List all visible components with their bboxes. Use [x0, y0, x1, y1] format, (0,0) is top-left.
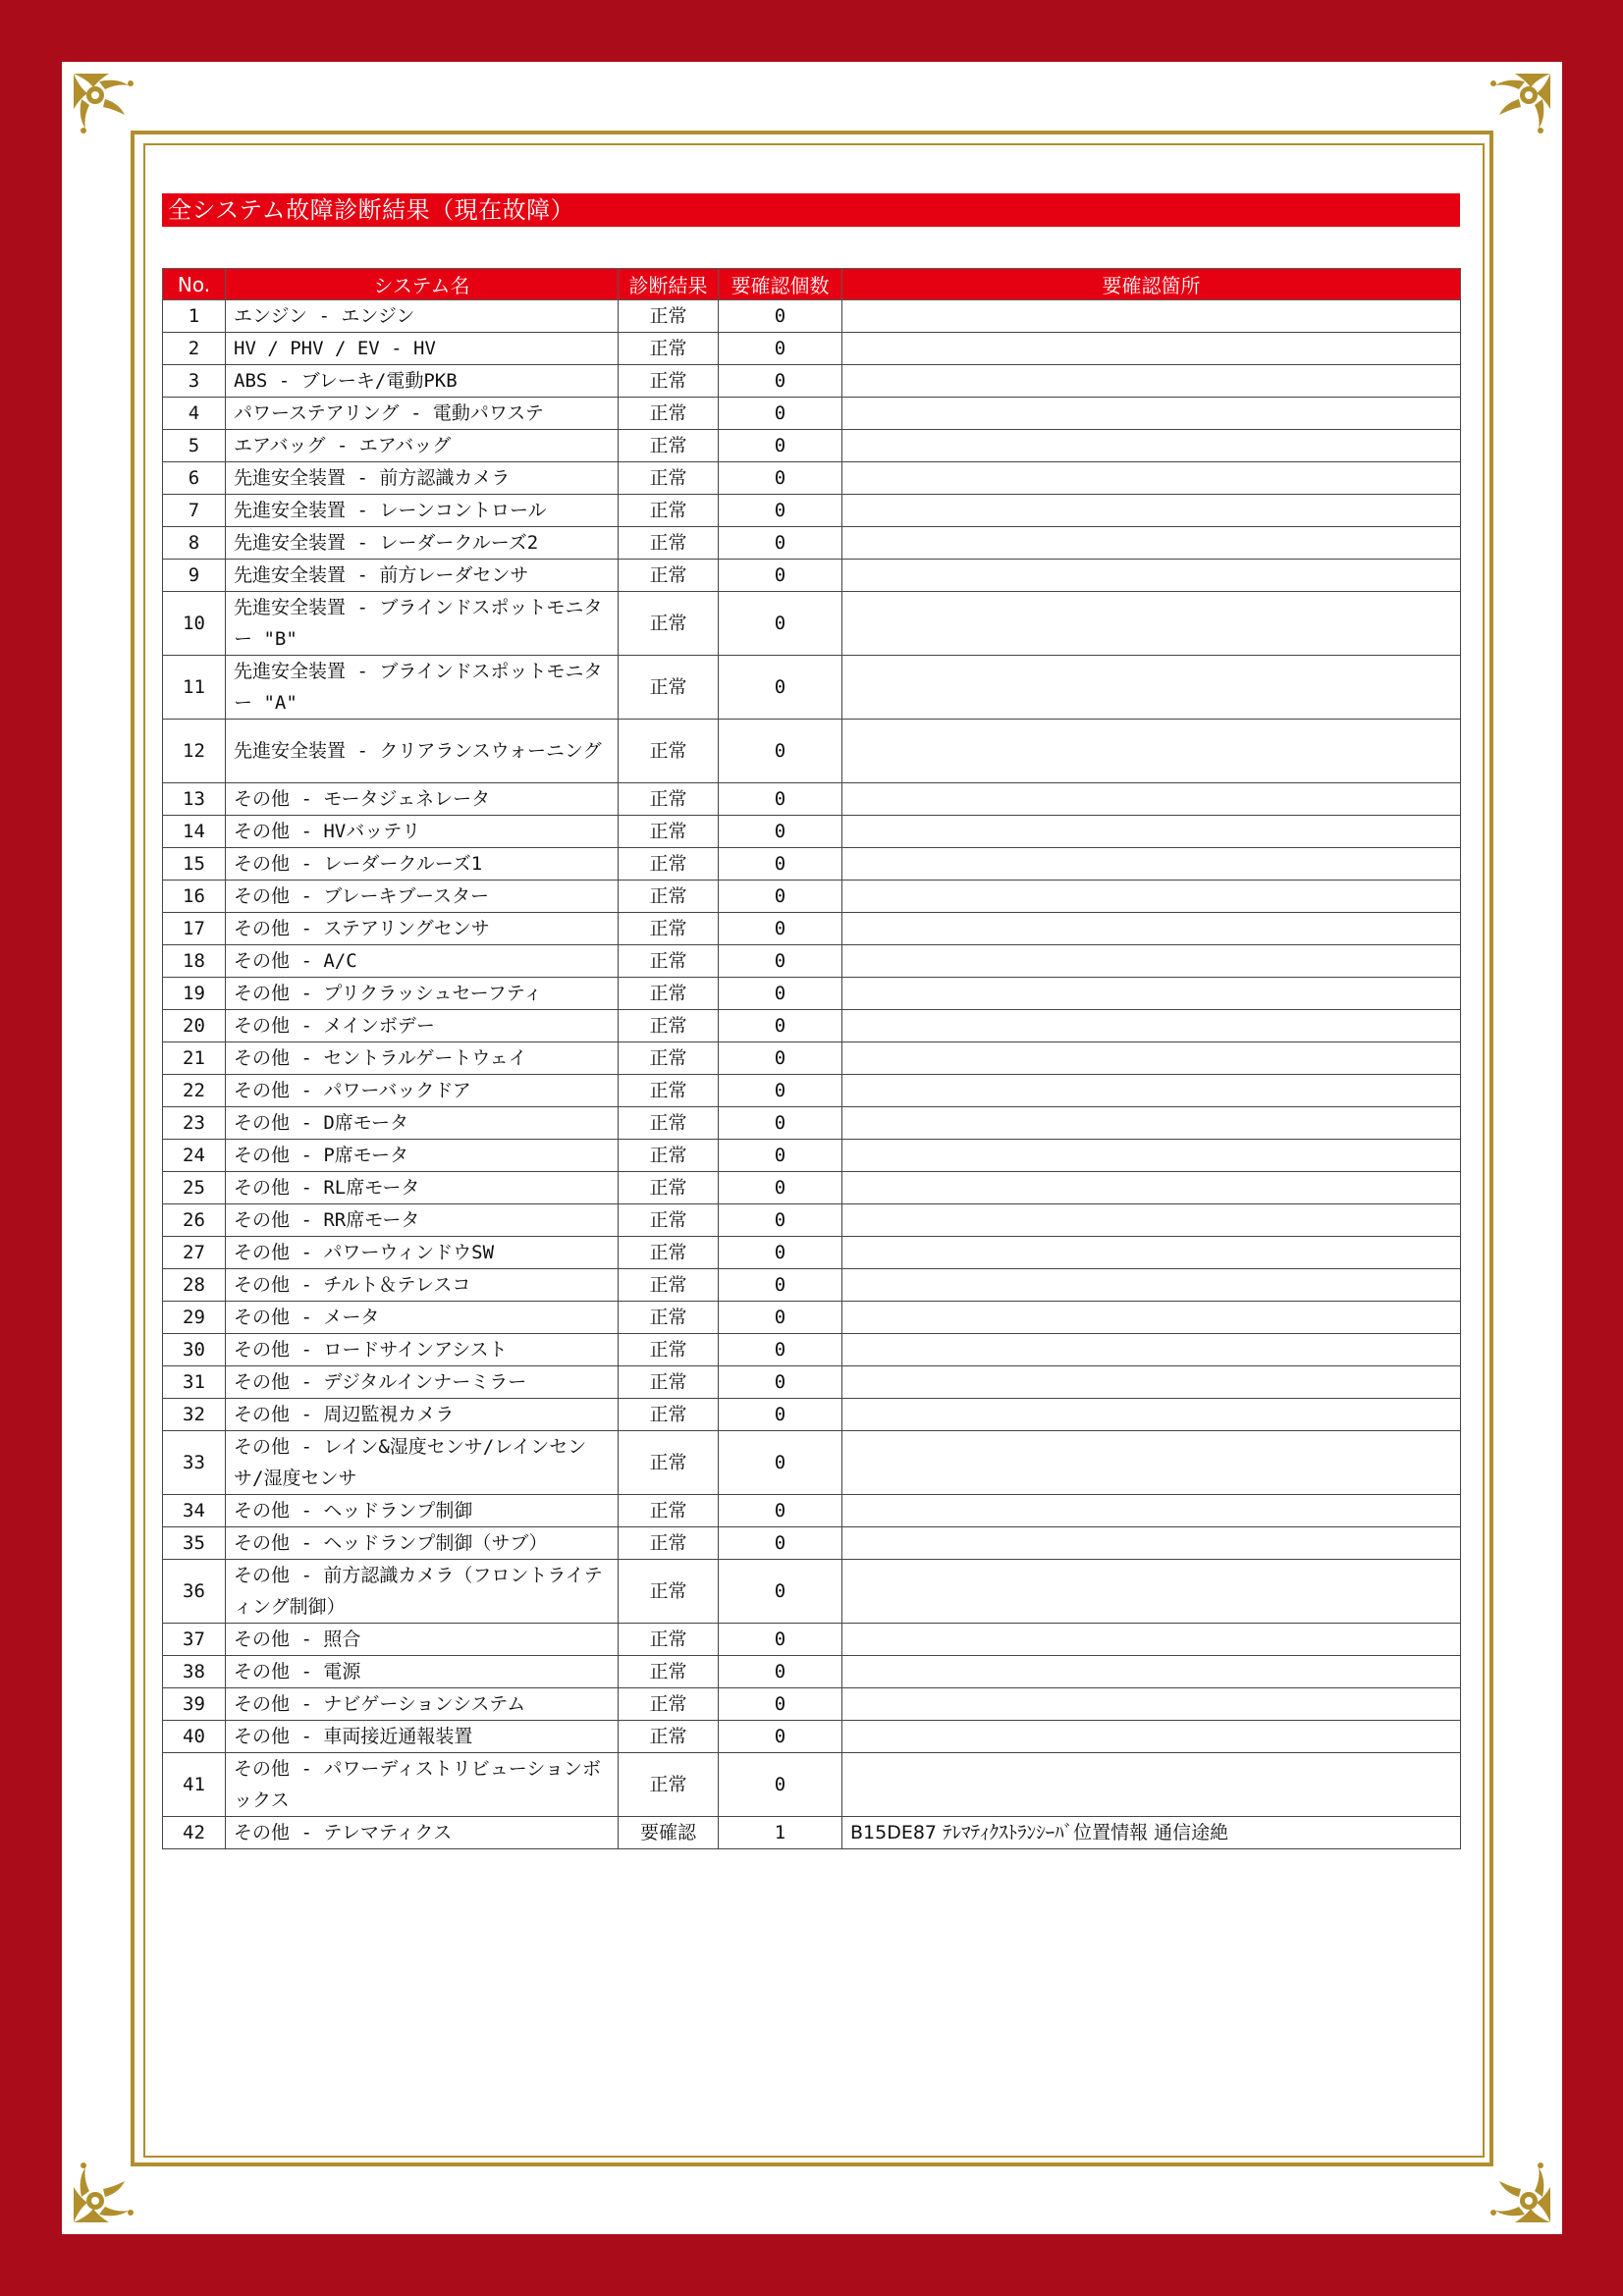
table-row: [163, 1431, 1461, 1495]
table-row: [163, 1817, 1461, 1849]
diagnosis-result: 正常: [619, 1010, 719, 1042]
diagnosis-result: 正常: [619, 1366, 719, 1399]
system-name: 先進安全装置 - レーンコントロール: [226, 495, 619, 527]
table-row: [163, 1334, 1461, 1366]
system-name: HV / PHV / EV - HV: [226, 333, 619, 365]
system-name: 先進安全装置 - 前方レーダセンサ: [226, 560, 619, 592]
row-number: 28: [163, 1269, 226, 1302]
ornament-corner-icon: [70, 70, 154, 154]
system-name: その他 - チルト＆テレスコ: [226, 1269, 619, 1302]
system-name: その他 - パワーバックドア: [226, 1075, 619, 1107]
row-number: 41: [163, 1753, 226, 1817]
row-number: 2: [163, 333, 226, 365]
check-count: 1: [719, 1817, 842, 1849]
check-location: [842, 495, 1461, 527]
system-name: 先進安全装置 - クリアランスウォーニング: [226, 720, 619, 783]
system-name: その他 - デジタルインナーミラー: [226, 1366, 619, 1399]
table-row: [163, 978, 1461, 1010]
system-name: その他 - A/C: [226, 945, 619, 978]
row-number: 26: [163, 1204, 226, 1237]
table-row: [163, 300, 1461, 333]
system-name: その他 - ヘッドランプ制御（サブ）: [226, 1527, 619, 1560]
column-header-system: システム名: [226, 269, 619, 300]
system-name: 先進安全装置 - ブラインドスポットモニター "A": [226, 656, 619, 720]
check-count: 0: [719, 1269, 842, 1302]
table-row: [163, 1560, 1461, 1624]
check-count: 0: [719, 881, 842, 913]
row-number: 9: [163, 560, 226, 592]
check-location: [842, 848, 1461, 881]
system-name: その他 - 車両接近通報装置: [226, 1721, 619, 1753]
system-name: その他 - メインボデー: [226, 1010, 619, 1042]
system-name: その他 - P席モータ: [226, 1140, 619, 1172]
check-location: [842, 1042, 1461, 1075]
table-row: [163, 1495, 1461, 1527]
diagnosis-result: 正常: [619, 1624, 719, 1656]
check-count: 0: [719, 1656, 842, 1688]
check-count: 0: [719, 1495, 842, 1527]
ornament-corner-icon: [70, 2142, 154, 2226]
diagnosis-result: 正常: [619, 430, 719, 462]
system-name: その他 - RL席モータ: [226, 1172, 619, 1204]
table-row: [163, 1107, 1461, 1140]
check-count: 0: [719, 560, 842, 592]
check-location: [842, 333, 1461, 365]
system-name: その他 - RR席モータ: [226, 1204, 619, 1237]
row-number: 37: [163, 1624, 226, 1656]
table-row: [163, 1075, 1461, 1107]
table-row: [163, 430, 1461, 462]
row-number: 23: [163, 1107, 226, 1140]
diagnosis-result: 正常: [619, 1107, 719, 1140]
system-name: その他 - 前方認識カメラ（フロントライティング制御）: [226, 1560, 619, 1624]
check-location: [842, 300, 1461, 333]
system-name: その他 - メータ: [226, 1302, 619, 1334]
check-count: 0: [719, 462, 842, 495]
check-count: 0: [719, 365, 842, 398]
check-count: 0: [719, 783, 842, 816]
table-row: [163, 1042, 1461, 1075]
diagnosis-result: 正常: [619, 333, 719, 365]
row-number: 25: [163, 1172, 226, 1204]
system-name: ABS - ブレーキ/電動PKB: [226, 365, 619, 398]
table-body: [163, 300, 1461, 1849]
diagnosis-result: 正常: [619, 495, 719, 527]
check-count: 0: [719, 333, 842, 365]
check-count: 0: [719, 398, 842, 430]
system-name: その他 - レーダークルーズ1: [226, 848, 619, 881]
check-location: [842, 1527, 1461, 1560]
table-row: [163, 1624, 1461, 1656]
table-row: [163, 1527, 1461, 1560]
row-number: 14: [163, 816, 226, 848]
table-row: [163, 1753, 1461, 1817]
row-number: 6: [163, 462, 226, 495]
table-row: [163, 1399, 1461, 1431]
diagnosis-result: 正常: [619, 1302, 719, 1334]
diagnosis-result: 正常: [619, 848, 719, 881]
diagnosis-result: 正常: [619, 1334, 719, 1366]
table-row: [163, 398, 1461, 430]
report-sheet: [62, 62, 1562, 2234]
diagnosis-result: 正常: [619, 1172, 719, 1204]
system-name: その他 - モータジェネレータ: [226, 783, 619, 816]
system-name: パワーステアリング - 電動パワステ: [226, 398, 619, 430]
check-location: [842, 1269, 1461, 1302]
diagnosis-result: 正常: [619, 300, 719, 333]
system-name: その他 - ブレーキブースター: [226, 881, 619, 913]
check-location: [842, 1334, 1461, 1366]
row-number: 5: [163, 430, 226, 462]
diagnosis-result: 正常: [619, 913, 719, 945]
check-count: 0: [719, 1366, 842, 1399]
table-row: [163, 720, 1461, 783]
diagnosis-result: 正常: [619, 560, 719, 592]
system-name: その他 - D席モータ: [226, 1107, 619, 1140]
row-number: 15: [163, 848, 226, 881]
check-count: 0: [719, 1527, 842, 1560]
diagnosis-result: 正常: [619, 592, 719, 656]
diagnosis-result: 正常: [619, 881, 719, 913]
row-number: 29: [163, 1302, 226, 1334]
system-name: その他 - 電源: [226, 1656, 619, 1688]
check-location: [842, 656, 1461, 720]
check-location: [842, 1010, 1461, 1042]
system-name: エンジン - エンジン: [226, 300, 619, 333]
table-row: [163, 848, 1461, 881]
diagnosis-result: 要確認: [619, 1817, 719, 1849]
check-count: 0: [719, 1560, 842, 1624]
table-row: [163, 365, 1461, 398]
table-row: [163, 1656, 1461, 1688]
check-count: 0: [719, 1753, 842, 1817]
check-location: [842, 1366, 1461, 1399]
row-number: 39: [163, 1688, 226, 1721]
check-location: [842, 1624, 1461, 1656]
check-location: [842, 1075, 1461, 1107]
table-row: [163, 913, 1461, 945]
system-name: その他 - ナビゲーションシステム: [226, 1688, 619, 1721]
diagnosis-result: 正常: [619, 398, 719, 430]
diagnosis-result: 正常: [619, 1688, 719, 1721]
table-row: [163, 1204, 1461, 1237]
system-name: 先進安全装置 - レーダークルーズ2: [226, 527, 619, 560]
check-location: [842, 1560, 1461, 1624]
check-location: [842, 720, 1461, 783]
row-number: 30: [163, 1334, 226, 1366]
ornament-corner-icon: [1470, 70, 1554, 154]
table-row: [163, 1237, 1461, 1269]
system-name: その他 - ステアリングセンサ: [226, 913, 619, 945]
system-name: その他 - テレマティクス: [226, 1817, 619, 1849]
check-location: [842, 945, 1461, 978]
diagnosis-table: [162, 268, 1461, 1849]
row-number: 8: [163, 527, 226, 560]
column-header-count: 要確認個数: [719, 269, 842, 300]
column-header-no: No.: [163, 269, 226, 300]
row-number: 40: [163, 1721, 226, 1753]
check-location: [842, 1495, 1461, 1527]
check-count: 0: [719, 1721, 842, 1753]
check-location: [842, 365, 1461, 398]
row-number: 3: [163, 365, 226, 398]
check-location: [842, 592, 1461, 656]
table-row: [163, 1721, 1461, 1753]
diagnosis-result: 正常: [619, 1204, 719, 1237]
table-row: [163, 527, 1461, 560]
diagnosis-result: 正常: [619, 365, 719, 398]
check-count: 0: [719, 1431, 842, 1495]
diagnosis-result: 正常: [619, 656, 719, 720]
diagnosis-result: 正常: [619, 1042, 719, 1075]
row-number: 20: [163, 1010, 226, 1042]
row-number: 42: [163, 1817, 226, 1849]
check-count: 0: [719, 1042, 842, 1075]
diagnosis-result: 正常: [619, 1269, 719, 1302]
diagnosis-result: 正常: [619, 783, 719, 816]
row-number: 17: [163, 913, 226, 945]
row-number: 38: [163, 1656, 226, 1688]
row-number: 21: [163, 1042, 226, 1075]
check-count: 0: [719, 848, 842, 881]
system-name: その他 - 周辺監視カメラ: [226, 1399, 619, 1431]
check-location: [842, 462, 1461, 495]
check-location: [842, 978, 1461, 1010]
check-location: [842, 398, 1461, 430]
row-number: 7: [163, 495, 226, 527]
diagnosis-result: 正常: [619, 816, 719, 848]
system-name: その他 - ヘッドランプ制御: [226, 1495, 619, 1527]
table-row: [163, 881, 1461, 913]
ornament-corner-icon: [1470, 2142, 1554, 2226]
check-location: [842, 1302, 1461, 1334]
table-row: [163, 1366, 1461, 1399]
row-number: 24: [163, 1140, 226, 1172]
check-count: 0: [719, 495, 842, 527]
system-name: エアバッグ - エアバッグ: [226, 430, 619, 462]
check-location: [842, 881, 1461, 913]
diagnosis-result: 正常: [619, 1560, 719, 1624]
check-count: 0: [719, 300, 842, 333]
system-name: その他 - HVバッテリ: [226, 816, 619, 848]
check-count: 0: [719, 1140, 842, 1172]
check-count: 0: [719, 1075, 842, 1107]
check-count: 0: [719, 1010, 842, 1042]
diagnosis-result: 正常: [619, 1753, 719, 1817]
check-count: 0: [719, 720, 842, 783]
system-name: その他 - プリクラッシュセーフティ: [226, 978, 619, 1010]
row-number: 32: [163, 1399, 226, 1431]
table-row: [163, 945, 1461, 978]
system-name: 先進安全装置 - ブラインドスポットモニター "B": [226, 592, 619, 656]
row-number: 1: [163, 300, 226, 333]
check-count: 0: [719, 978, 842, 1010]
diagnosis-result: 正常: [619, 1656, 719, 1688]
system-name: その他 - パワーディストリビューションボックス: [226, 1753, 619, 1817]
diagnosis-result: 正常: [619, 1495, 719, 1527]
column-header-location: 要確認箇所: [842, 269, 1461, 300]
table-row: [163, 495, 1461, 527]
check-location: [842, 1204, 1461, 1237]
check-location: [842, 1721, 1461, 1753]
check-location: [842, 1107, 1461, 1140]
row-number: 18: [163, 945, 226, 978]
diagnosis-result: 正常: [619, 978, 719, 1010]
system-name: その他 - セントラルゲートウェイ: [226, 1042, 619, 1075]
check-location: B15DE87 ﾃﾚﾏﾃｨｸｽﾄﾗﾝｼｰﾊﾞ位置情報 通信途絶: [842, 1817, 1461, 1849]
table-header-row: [163, 269, 1461, 300]
diagnosis-result: 正常: [619, 1527, 719, 1560]
check-location: [842, 1399, 1461, 1431]
row-number: 36: [163, 1560, 226, 1624]
check-location: [842, 1656, 1461, 1688]
row-number: 16: [163, 881, 226, 913]
check-location: [842, 783, 1461, 816]
row-number: 27: [163, 1237, 226, 1269]
check-count: 0: [719, 816, 842, 848]
check-count: 0: [719, 430, 842, 462]
check-count: 0: [719, 1237, 842, 1269]
table-row: [163, 1172, 1461, 1204]
table-row: [163, 816, 1461, 848]
system-name: 先進安全装置 - 前方認識カメラ: [226, 462, 619, 495]
check-location: [842, 1140, 1461, 1172]
table-row: [163, 1302, 1461, 1334]
check-count: 0: [719, 1688, 842, 1721]
check-count: 0: [719, 1107, 842, 1140]
row-number: 12: [163, 720, 226, 783]
system-name: その他 - ロードサインアシスト: [226, 1334, 619, 1366]
check-count: 0: [719, 592, 842, 656]
check-location: [842, 816, 1461, 848]
row-number: 22: [163, 1075, 226, 1107]
check-count: 0: [719, 527, 842, 560]
check-location: [842, 1688, 1461, 1721]
check-location: [842, 1431, 1461, 1495]
check-count: 0: [719, 1302, 842, 1334]
row-number: 19: [163, 978, 226, 1010]
check-count: 0: [719, 1172, 842, 1204]
diagnosis-result: 正常: [619, 1721, 719, 1753]
diagnosis-result: 正常: [619, 1399, 719, 1431]
system-name: その他 - パワーウィンドウSW: [226, 1237, 619, 1269]
table-row: [163, 783, 1461, 816]
table-row: [163, 1688, 1461, 1721]
table-row: [163, 462, 1461, 495]
check-count: 0: [719, 1334, 842, 1366]
table-row: [163, 592, 1461, 656]
row-number: 4: [163, 398, 226, 430]
diagnosis-result: 正常: [619, 945, 719, 978]
system-name: その他 - レイン&湿度センサ/レインセンサ/湿度センサ: [226, 1431, 619, 1495]
row-number: 13: [163, 783, 226, 816]
check-count: 0: [719, 1624, 842, 1656]
diagnosis-result: 正常: [619, 527, 719, 560]
system-name: その他 - 照合: [226, 1624, 619, 1656]
check-location: [842, 1172, 1461, 1204]
check-location: [842, 913, 1461, 945]
diagnosis-result: 正常: [619, 720, 719, 783]
row-number: 35: [163, 1527, 226, 1560]
check-location: [842, 1237, 1461, 1269]
row-number: 10: [163, 592, 226, 656]
row-number: 11: [163, 656, 226, 720]
table-row: [163, 1010, 1461, 1042]
check-count: 0: [719, 1399, 842, 1431]
diagnosis-result: 正常: [619, 1140, 719, 1172]
row-number: 34: [163, 1495, 226, 1527]
check-location: [842, 430, 1461, 462]
table-row: [163, 656, 1461, 720]
diagnosis-result: 正常: [619, 1431, 719, 1495]
check-count: 0: [719, 945, 842, 978]
check-count: 0: [719, 656, 842, 720]
diagnosis-result: 正常: [619, 462, 719, 495]
table-row: [163, 1140, 1461, 1172]
table-row: [163, 560, 1461, 592]
table-row: [163, 333, 1461, 365]
column-header-result: 診断結果: [619, 269, 719, 300]
check-count: 0: [719, 1204, 842, 1237]
diagnosis-result: 正常: [619, 1075, 719, 1107]
check-count: 0: [719, 913, 842, 945]
row-number: 31: [163, 1366, 226, 1399]
table-row: [163, 1269, 1461, 1302]
check-location: [842, 1753, 1461, 1817]
row-number: 33: [163, 1431, 226, 1495]
report-title: 全システム故障診断結果（現在故障）: [162, 193, 1460, 227]
diagnosis-result: 正常: [619, 1237, 719, 1269]
check-location: [842, 527, 1461, 560]
check-location: [842, 560, 1461, 592]
